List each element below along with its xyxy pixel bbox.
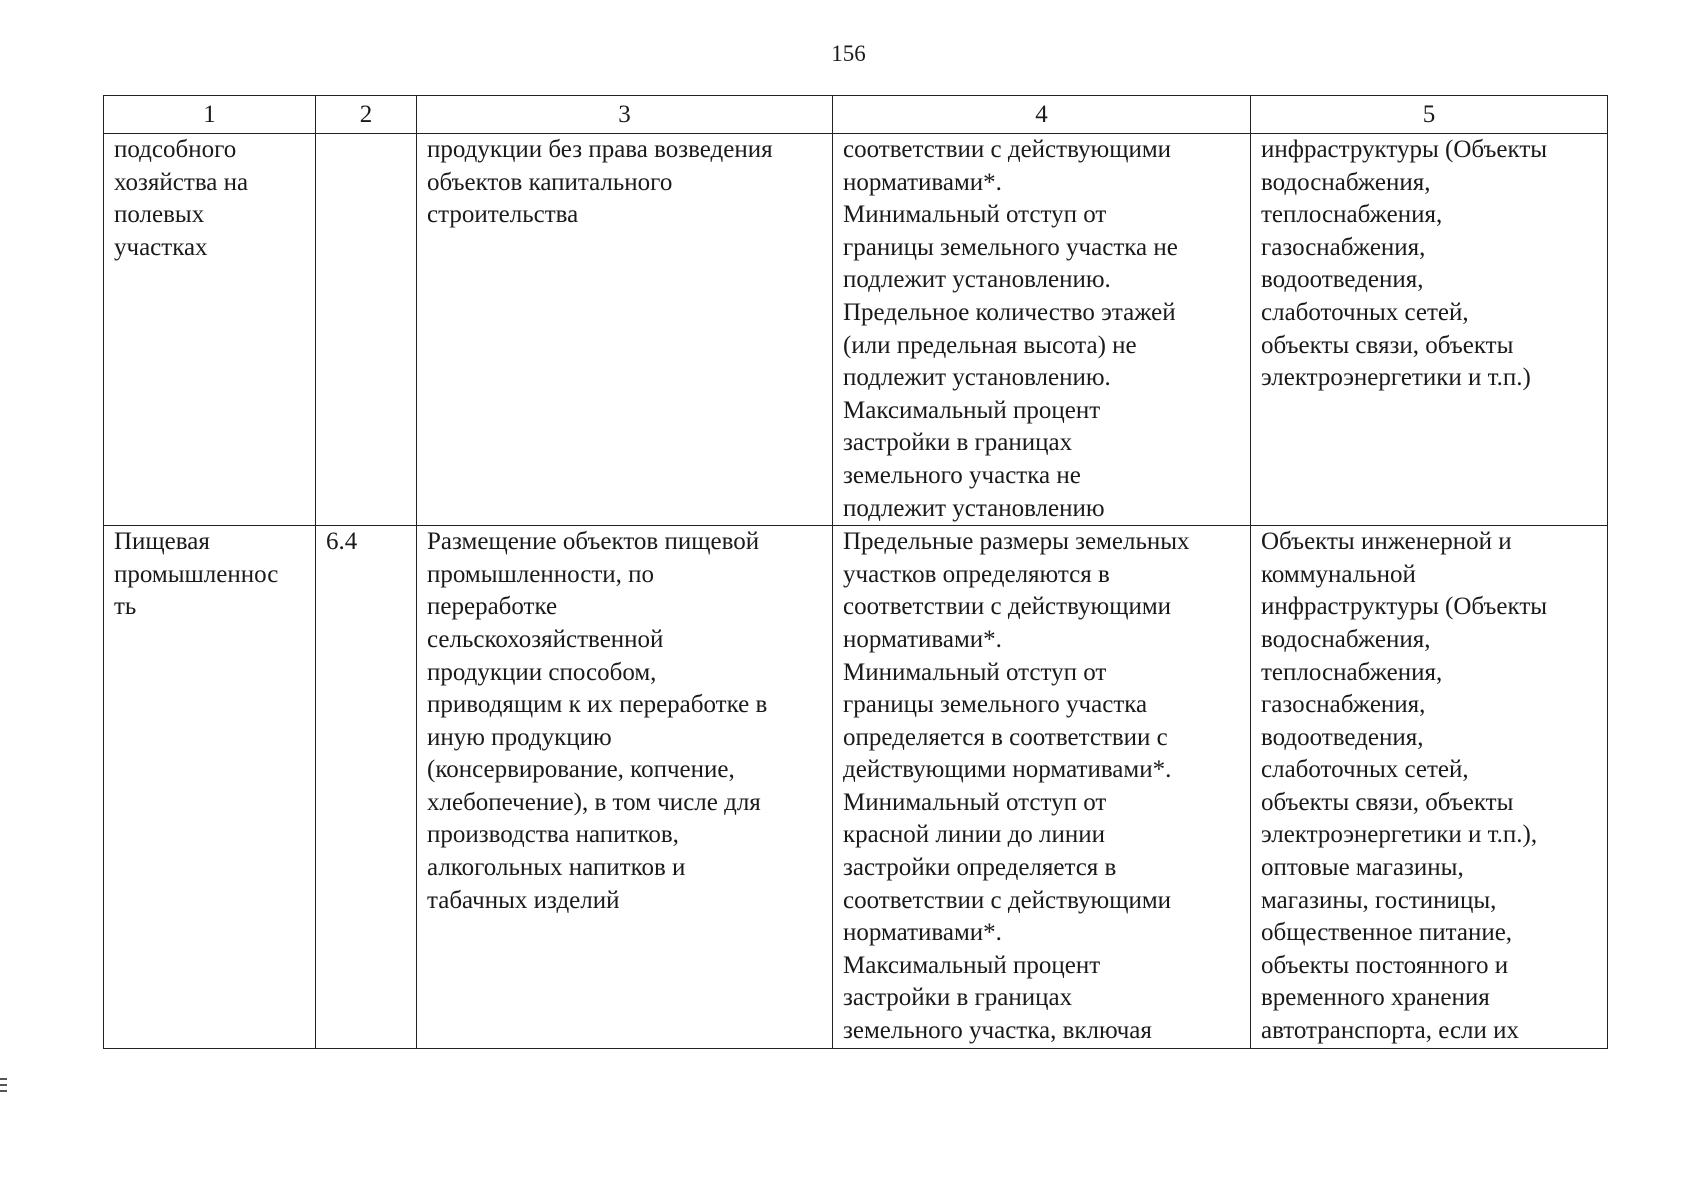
cell-auxiliary-uses: Объекты инженерной и коммунальной инфраструктуры (Объекты водоснабжения, теплоснабжения, газоснабжения, водоотведения, слаботочных сетей, объекты связи, объекты электроэнергетики и т.п.), оптовые магазины, магазины, гостиницы, общественное питание, объекты постоянного и временного хранения автотранспорта, если их (1251, 526, 1608, 1049)
table-row (104, 526, 1608, 1049)
cell-use-name: подсобного хозяйства на полевых участках (104, 134, 316, 526)
column-header-1: 1 (104, 96, 316, 134)
cell-parameters: соответствии с действующими нормативами*. Минимальный отступ от границы земельного участка не подлежит установлению. Предельное количество этажей (или предельная высота) не подлежит установлению. Максимальный процент застройки в границах земельного участка не подлежит установлению (833, 134, 1251, 526)
cell-use-name: Пищевая промышленнос ть (104, 526, 316, 1049)
cell-auxiliary-uses: инфраструктуры (Объекты водоснабжения, теплоснабжения, газоснабжения, водоотведения, слаботочных сетей, объекты связи, объекты электроэнергетики и т.п.) (1251, 134, 1608, 526)
table-row (104, 134, 1608, 526)
cell-description: продукции без права возведения объектов капитального строительства (417, 134, 833, 526)
column-header-4: 4 (833, 96, 1251, 134)
regulations-table (103, 95, 1608, 1049)
cell-code: 6.4 (316, 526, 417, 1049)
page-number: 156 (831, 41, 866, 66)
scan-margin-mark (0, 1078, 8, 1098)
column-header-2: 2 (316, 96, 417, 134)
table-header-row (104, 96, 1608, 134)
cell-code (316, 134, 417, 526)
cell-description: Размещение объектов пищевой промышленности, по переработке сельскохозяйственной продукции способом, приводящим к их переработке в иную продукцию (консервирование, копчение, хлебопечение), в том числе для производства напитков, алкогольных напитков и табачных изделий (417, 526, 833, 1049)
column-header-3: 3 (417, 96, 833, 134)
column-header-5: 5 (1251, 96, 1608, 134)
cell-parameters: Предельные размеры земельных участков определяются в соответствии с действующими нормативами*. Минимальный отступ от границы земельного участка определяется в соответствии с действующими нормативами*. Минимальный отступ от красной линии до линии застройки определяется в соответствии с действующими нормативами*. Максимальный процент застройки в границах земельного участка, включая (833, 526, 1251, 1049)
